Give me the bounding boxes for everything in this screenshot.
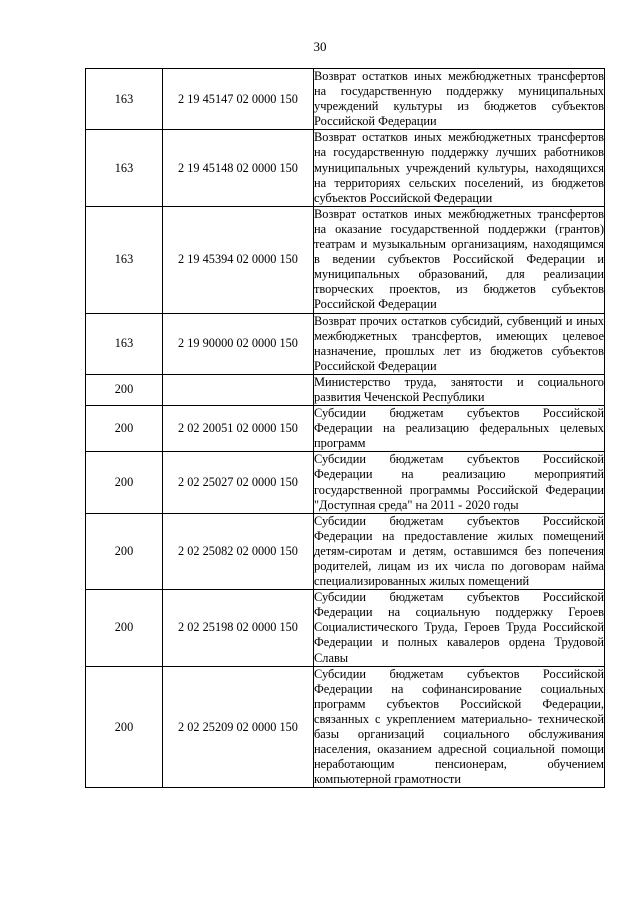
revenue-name-line: ордена Трудовой Славы — [314, 635, 604, 665]
revenue-name-line: государственной программы Российской — [314, 482, 539, 497]
revenue-code-cell: 2 19 45394 02 0000 150 — [163, 206, 314, 313]
table-row — [86, 452, 605, 513]
revenue-name-line: лучших работников муниципальных учреждений — [314, 145, 604, 175]
revenue-name-line: Возврат прочих остатков субсидий, субвенций и — [314, 313, 573, 328]
admin-code-cell: 163 — [86, 69, 163, 130]
revenue-name-line: развития Чеченской Республики — [314, 389, 485, 404]
revenue-code-cell: 2 19 90000 02 0000 150 — [163, 313, 314, 374]
revenue-code-cell: 2 02 25027 02 0000 150 — [163, 452, 314, 513]
revenue-name-line: Возврат остатков иных межбюджетных — [314, 69, 532, 83]
admin-code-cell: 200 — [86, 374, 163, 405]
revenue-name-text — [314, 667, 604, 788]
revenue-name-cell — [314, 69, 605, 130]
revenue-name-line: Российской Федерации и муниципальных — [314, 252, 605, 282]
table-body — [86, 69, 605, 788]
revenue-name-line: социальной помощи неработающим пенсионерам, — [314, 742, 604, 772]
revenue-name-line: программ субъектов Российской Федерации, — [314, 696, 604, 711]
table-row — [86, 406, 605, 452]
revenue-name-text — [314, 314, 604, 374]
table-row — [86, 130, 605, 206]
revenue-name-text — [314, 514, 604, 589]
revenue-name-line: трансфертов на оказание государственной — [314, 206, 604, 236]
table-row — [86, 374, 605, 405]
revenue-name-line: годы — [493, 497, 519, 512]
revenue-name-line: обучением компьютерной грамотности — [314, 757, 604, 787]
revenue-code-cell: 2 19 45148 02 0000 150 — [163, 130, 314, 206]
revenue-code-cell: 2 02 20051 02 0000 150 — [163, 406, 314, 452]
revenue-name-line: иных межбюджетных трансфертов, имеющих — [314, 313, 604, 343]
revenue-name-line: Федерации — [433, 190, 493, 205]
admin-code-cell: 200 — [86, 452, 163, 513]
revenue-name-line: поселений, из бюджетов субъектов Российской — [314, 175, 604, 205]
revenue-name-line: трансфертов на государственную поддержку — [314, 69, 604, 99]
revenue-name-cell — [314, 666, 605, 788]
revenue-name-line: трансфертов на государственную поддержку — [314, 130, 604, 160]
revenue-name-line: Субсидии бюджетам субъектов Российской — [314, 666, 604, 681]
revenue-name-cell — [314, 452, 605, 513]
revenue-name-line: Федерации "Доступная среда" на 2011 - 2020 — [314, 482, 604, 512]
revenue-name-line: целевое назначение, прошлых лет из бюджетов — [314, 328, 604, 358]
revenue-name-line: проектов, из бюджетов субъектов Российской — [314, 282, 604, 312]
revenue-name-line: Федерации на предоставление жилых помещений — [314, 528, 604, 543]
revenue-code-cell — [163, 374, 314, 405]
budget-classification-table — [85, 68, 605, 788]
revenue-name-line: субъектов Российской Федерации — [314, 343, 604, 373]
table-row — [86, 513, 605, 589]
revenue-name-line: образований, для реализации творческих — [314, 267, 604, 297]
revenue-name-line: детям-сиротам и детям, оставшимся без — [314, 543, 542, 558]
table-row — [86, 206, 605, 313]
revenue-name-cell — [314, 590, 605, 666]
revenue-name-line: бюджетов субъектов Российской Федерации — [314, 99, 604, 129]
admin-code-cell: 163 — [86, 130, 163, 206]
revenue-name-line: культуры, находящихся на территориях сельских — [314, 160, 604, 190]
table-row — [86, 590, 605, 666]
revenue-name-line: программ — [314, 436, 366, 451]
revenue-name-text — [314, 375, 604, 405]
revenue-name-text — [314, 406, 604, 451]
revenue-name-line: Возврат остатков иных межбюджетных — [314, 130, 532, 145]
revenue-name-cell — [314, 374, 605, 405]
revenue-name-line: договорам найма специализированных жилых — [314, 559, 604, 589]
revenue-name-text — [314, 69, 604, 129]
revenue-name-line: помещений — [468, 574, 530, 589]
page-number: 30 — [313, 39, 327, 54]
revenue-name-cell — [314, 513, 605, 589]
revenue-name-line: Субсидии бюджетам субъектов Российской — [314, 406, 604, 421]
revenue-name-line: организациям, находящимся в ведении субъектов — [314, 237, 604, 267]
revenue-name-line: попечения родителей, лицам из их числа по — [314, 543, 604, 573]
admin-code-cell: 200 — [86, 666, 163, 788]
revenue-name-cell — [314, 206, 605, 313]
table-row — [86, 69, 605, 130]
revenue-name-line: Федерации на реализацию мероприятий — [314, 467, 604, 482]
revenue-name-line: Субсидии бюджетам субъектов Российской — [314, 513, 604, 528]
table-row — [86, 666, 605, 788]
revenue-name-line: обслуживания населения, оказанием адресной — [314, 727, 604, 757]
revenue-name-line: связанных с укреплением материально- — [314, 711, 533, 726]
revenue-name-cell — [314, 313, 605, 374]
revenue-name-text — [314, 452, 604, 512]
revenue-name-text — [314, 590, 604, 665]
admin-code-cell: 200 — [86, 590, 163, 666]
revenue-name-line: Возврат остатков иных межбюджетных — [314, 206, 532, 221]
revenue-name-line: Субсидии бюджетам субъектов Российской — [314, 452, 604, 467]
admin-code-cell: 200 — [86, 406, 163, 452]
revenue-name-line: поддержки (грантов) театрам и музыкальным — [314, 221, 604, 252]
revenue-name-line: Субсидии бюджетам субъектов Российской — [314, 590, 604, 605]
revenue-code-cell: 2 02 25082 02 0000 150 — [163, 513, 314, 589]
revenue-name-line: Министерство труда, занятости и социального — [314, 374, 604, 389]
admin-code-cell: 163 — [86, 313, 163, 374]
revenue-code-cell: 2 02 25209 02 0000 150 — [163, 666, 314, 788]
revenue-name-line: Федерации на софинансирование социальных — [314, 681, 604, 696]
revenue-name-line: Российской Федерации и полных кавалеров — [314, 620, 604, 650]
revenue-name-line: Федерации на реализацию федеральных целевых — [314, 421, 604, 436]
revenue-name-line: муниципальных учреждений культуры из — [314, 84, 604, 114]
revenue-code-cell: 2 19 45147 02 0000 150 — [163, 69, 314, 130]
admin-code-cell: 163 — [86, 206, 163, 313]
revenue-name-line: Федерации — [378, 297, 437, 312]
revenue-code-cell: 2 02 25198 02 0000 150 — [163, 590, 314, 666]
revenue-name-line: Федерации на социальную поддержку Героев — [314, 605, 604, 620]
revenue-name-line: Социалистического Труда, Героев Труда — [314, 620, 537, 635]
revenue-name-text — [314, 130, 604, 205]
revenue-name-cell — [314, 130, 605, 206]
table-row — [86, 313, 605, 374]
revenue-name-text — [314, 207, 604, 313]
revenue-name-cell — [314, 406, 605, 452]
admin-code-cell: 200 — [86, 513, 163, 589]
revenue-name-line: технической базы организаций социального — [314, 711, 604, 742]
